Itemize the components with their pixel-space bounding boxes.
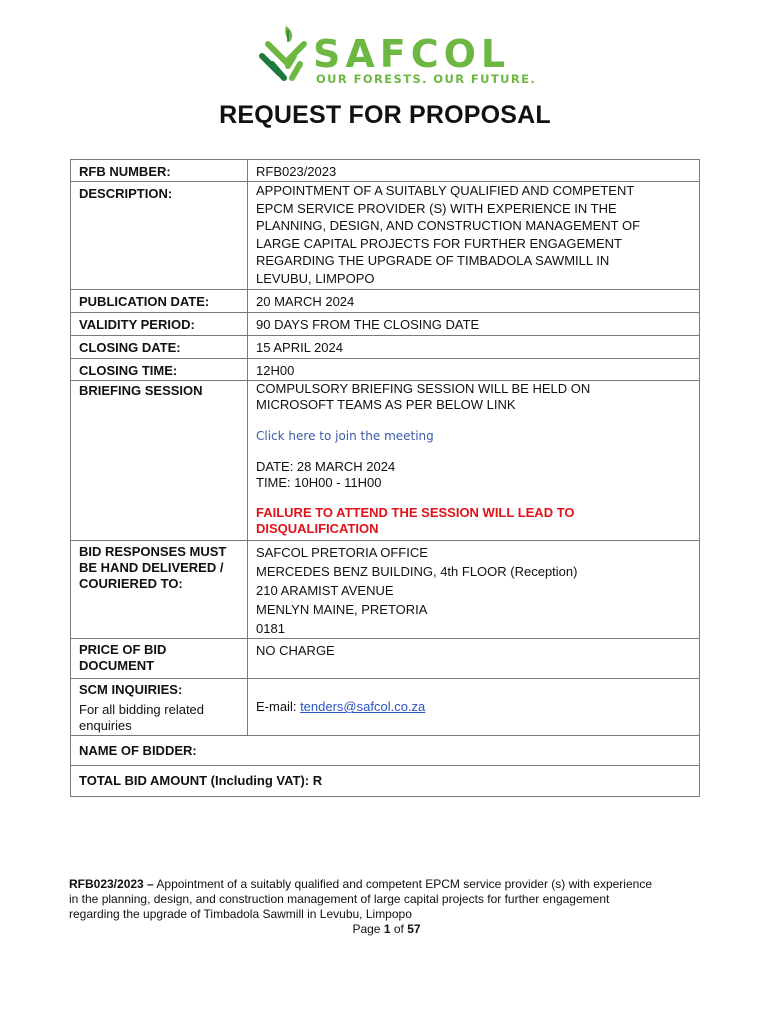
teams-meeting-link[interactable] [256,428,691,444]
closing-date-value: 15 APRIL 2024 [248,336,700,359]
delivery-address [248,541,700,639]
briefing-line: MICROSOFT TEAMS AS PER BELOW LINK [256,397,516,412]
tree-emblem-icon [256,22,316,86]
description-line: LEVUBU, LIMPOPO [256,270,375,286]
footer-ref: RFB023/2023 – [69,877,154,891]
briefing-date: DATE: 28 MARCH 2024 [256,459,396,474]
scm-inquiries-label [71,679,248,736]
closing-time-label: CLOSING TIME: [71,359,248,381]
row-closing-time [71,359,700,381]
row-briefing-session [71,381,700,541]
email-link[interactable]: tenders@safcol.co.za [300,699,426,715]
footer-line: in the planning, design, and construction management of large capital projects for further engagement [69,892,610,906]
closing-time-value: 12H00 [248,359,700,381]
description-line: REGARDING THE UPGRADE OF TIMBADOLA SAWMILL IN [256,253,610,268]
publication-date-label: PUBLICATION DATE: [71,290,248,313]
briefing-session-value [248,381,700,541]
page-total: 57 [407,922,421,936]
page-number [69,922,704,937]
price-value: NO CHARGE [248,639,700,679]
validity-period-label: VALIDITY PERIOD: [71,313,248,336]
safcol-logo [256,22,537,92]
description-value [248,182,700,290]
row-validity-period [71,313,700,336]
total-bid-amount-label: TOTAL BID AMOUNT (Including VAT): R [71,766,700,797]
validity-period-value: 90 DAYS FROM THE CLOSING DATE [248,313,700,336]
email-prefix: E-mail: [256,699,301,715]
teams-meeting-link-text[interactable]: Click here to join the meeting [256,429,434,443]
address-line: SAFCOL PRETORIA OFFICE [256,545,428,560]
description-label: DESCRIPTION: [71,182,248,290]
briefing-time: TIME: 10H00 - 11H00 [256,475,382,490]
page-title: REQUEST FOR PROPOSAL [219,101,551,129]
row-total-bid-amount [71,766,700,797]
description-line: APPOINTMENT OF A SUITABLY QUALIFIED AND COMPETENT [256,183,635,198]
disqualification-warning-cont: DISQUALIFICATION [256,521,379,536]
scm-inquiries-subtext: enquiries [79,718,132,733]
scm-inquiries-subtext: For all bidding related [79,702,205,717]
price-label-line: DOCUMENT [79,658,155,673]
logo-wordmark: SAFCOL [313,32,511,76]
description-line: PLANNING, DESIGN, AND CONSTRUCTION MANAGEMENT OF [256,218,641,233]
page-footer [69,877,704,937]
page-of: of [390,922,408,936]
row-name-of-bidder [71,736,700,766]
bid-responses-label [71,541,248,639]
closing-date-label: CLOSING DATE: [71,336,248,359]
row-publication-date [71,290,700,313]
disqualification-warning: FAILURE TO ATTEND THE SESSION WILL LEAD TO [256,505,575,520]
briefing-line: COMPULSORY BRIEFING SESSION WILL BE HELD ON [256,381,591,396]
footer-text: Appointment of a suitably qualified and competent EPCM service provider (s) with experience [153,877,652,891]
publication-date-value: 20 MARCH 2024 [248,290,700,313]
address-line: 0181 [256,621,285,636]
bid-responses-label-line: BID RESPONSES MUST [79,544,227,559]
bid-responses-label-line: BE HAND DELIVERED / [79,560,224,575]
footer-line: regarding the upgrade of Timbadola Sawmill in Levubu, Limpopo [69,907,412,921]
address-line: MENLYN MAINE, PRETORIA [256,602,428,617]
rfb-number-value: RFB023/2023 [248,160,700,182]
description-line: LARGE CAPITAL PROJECTS FOR FURTHER ENGAGEMENT [256,235,622,251]
name-of-bidder-label: NAME OF BIDDER: [71,736,700,766]
address-line: MERCEDES BENZ BUILDING, 4th FLOOR (Reception) [256,564,578,579]
bid-responses-label-line: COURIERED TO: [79,576,183,591]
rfb-number-label: RFB NUMBER: [71,160,248,182]
price-label [71,639,248,679]
footer-line [69,877,704,892]
row-closing-date [71,336,700,359]
row-scm-inquiries [71,679,700,736]
scm-inquiries-heading: SCM INQUIRIES: [79,682,183,697]
rfp-details-table [70,159,700,797]
scm-contact [248,679,700,736]
row-description [71,182,700,290]
row-price-of-bid [71,639,700,679]
page-current: 1 [383,922,391,936]
page-word: Page [352,922,384,936]
price-label-line: PRICE OF BID [79,642,167,657]
logo-tagline: OUR FORESTS. OUR FUTURE. [316,72,537,86]
briefing-session-label: BRIEFING SESSION [71,381,248,541]
address-line: 210 ARAMIST AVENUE [256,583,394,598]
description-line: EPCM SERVICE PROVIDER (S) WITH EXPERIENCE IN THE [256,200,617,216]
row-rfb-number [71,160,700,182]
row-bid-responses [71,541,700,639]
